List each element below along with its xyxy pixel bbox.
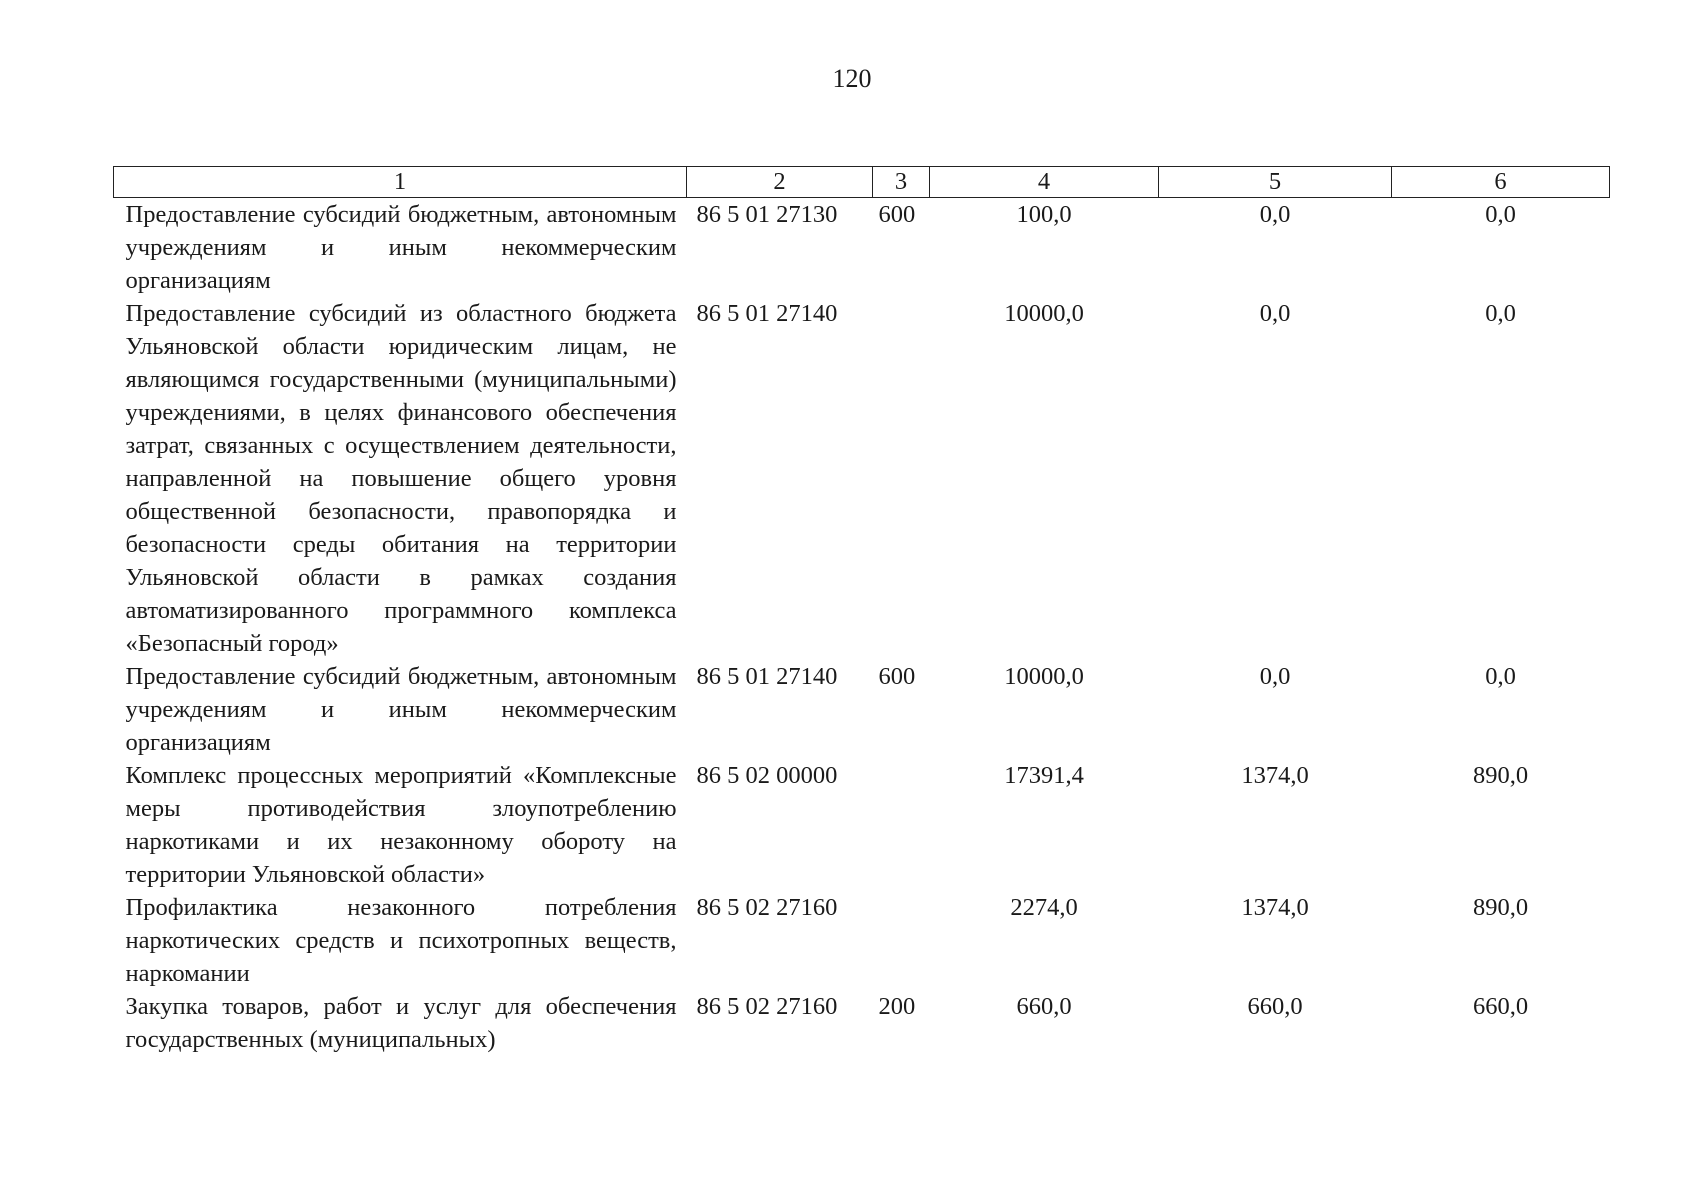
column-header-2: 2: [687, 167, 873, 198]
table-row: [114, 297, 1610, 660]
column-number-header: [114, 167, 1610, 198]
row-name: Предоставление субсидий бюджетным, автономным учреждениям и иным некоммерческим организациям: [125, 663, 677, 756]
row-value-6: 890,0: [1472, 894, 1529, 921]
row-type: 600: [878, 663, 916, 690]
row-name: Предоставление субсидий бюджетным, автономным учреждениям и иным некоммерческим организациям: [125, 201, 677, 294]
row-value-4: 10000,0: [1004, 663, 1084, 690]
row-code: 86 5 01 27140: [696, 300, 838, 327]
row-type: 600: [878, 201, 916, 228]
row-code: 86 5 01 27130: [696, 201, 838, 228]
column-header-6: 6: [1392, 167, 1610, 198]
row-type: [873, 759, 930, 891]
row-name: Комплекс процессных мероприятий «Комплексные меры противодействия злоупотреблению наркотиками и их незаконному обороту на территории Ульяновской области»: [125, 762, 677, 888]
row-value-6: 0,0: [1485, 201, 1516, 228]
row-type: 200: [878, 993, 916, 1020]
row-value-5: 0,0: [1259, 201, 1291, 228]
row-value-5: 1374,0: [1241, 762, 1309, 789]
row-value-5: 1374,0: [1241, 894, 1309, 921]
row-name: Закупка товаров, работ и услуг для обеспечения государственных (муниципальных): [125, 993, 677, 1053]
table-row: [114, 990, 1610, 1056]
row-value-6: 890,0: [1472, 762, 1529, 789]
row-code: 86 5 02 27160: [696, 993, 838, 1020]
row-name: Профилактика незаконного потребления наркотических средств и психотропных веществ, наркомании: [125, 894, 677, 987]
row-value-6: 0,0: [1485, 300, 1516, 327]
row-value-5: 660,0: [1247, 993, 1303, 1020]
column-header-1: 1: [114, 167, 687, 198]
row-value-4: 17391,4: [1004, 762, 1084, 789]
budget-table: [113, 166, 1610, 1056]
row-value-4: 10000,0: [1004, 300, 1084, 327]
row-value-5: 0,0: [1259, 663, 1291, 690]
row-code: 86 5 02 00000: [696, 762, 838, 789]
table-row: [114, 891, 1610, 990]
page-number: 120: [832, 64, 872, 93]
table-row: [114, 660, 1610, 759]
row-value-6: 0,0: [1485, 663, 1516, 690]
table-row: [114, 759, 1610, 891]
row-code: 86 5 02 27160: [696, 894, 838, 921]
row-name: Предоставление субсидий из областного бюджета Ульяновской области юридическим лицам, не являющимся государственными (муниципальными) учреждениями, в целях финансового обеспечения затрат, связанных с осуществлением деятельности, направленной на повышение общего уровня общественной безопасности, правопорядка и безопасности среды обитания на территории Ульяновской области в рамках создания автоматизированного программного комплекса «Безопасный город»: [125, 300, 677, 657]
row-value-5: 0,0: [1259, 300, 1291, 327]
column-header-3: 3: [873, 167, 930, 198]
row-value-4: 100,0: [1016, 201, 1072, 228]
row-value-6: 660,0: [1472, 993, 1529, 1020]
row-value-4: 660,0: [1016, 993, 1072, 1020]
table-row: [114, 198, 1610, 298]
row-type: [873, 891, 930, 990]
column-header-4: 4: [930, 167, 1159, 198]
row-type: [873, 297, 930, 660]
row-value-4: 2274,0: [1010, 894, 1078, 921]
row-code: 86 5 01 27140: [696, 663, 838, 690]
column-header-5: 5: [1159, 167, 1392, 198]
